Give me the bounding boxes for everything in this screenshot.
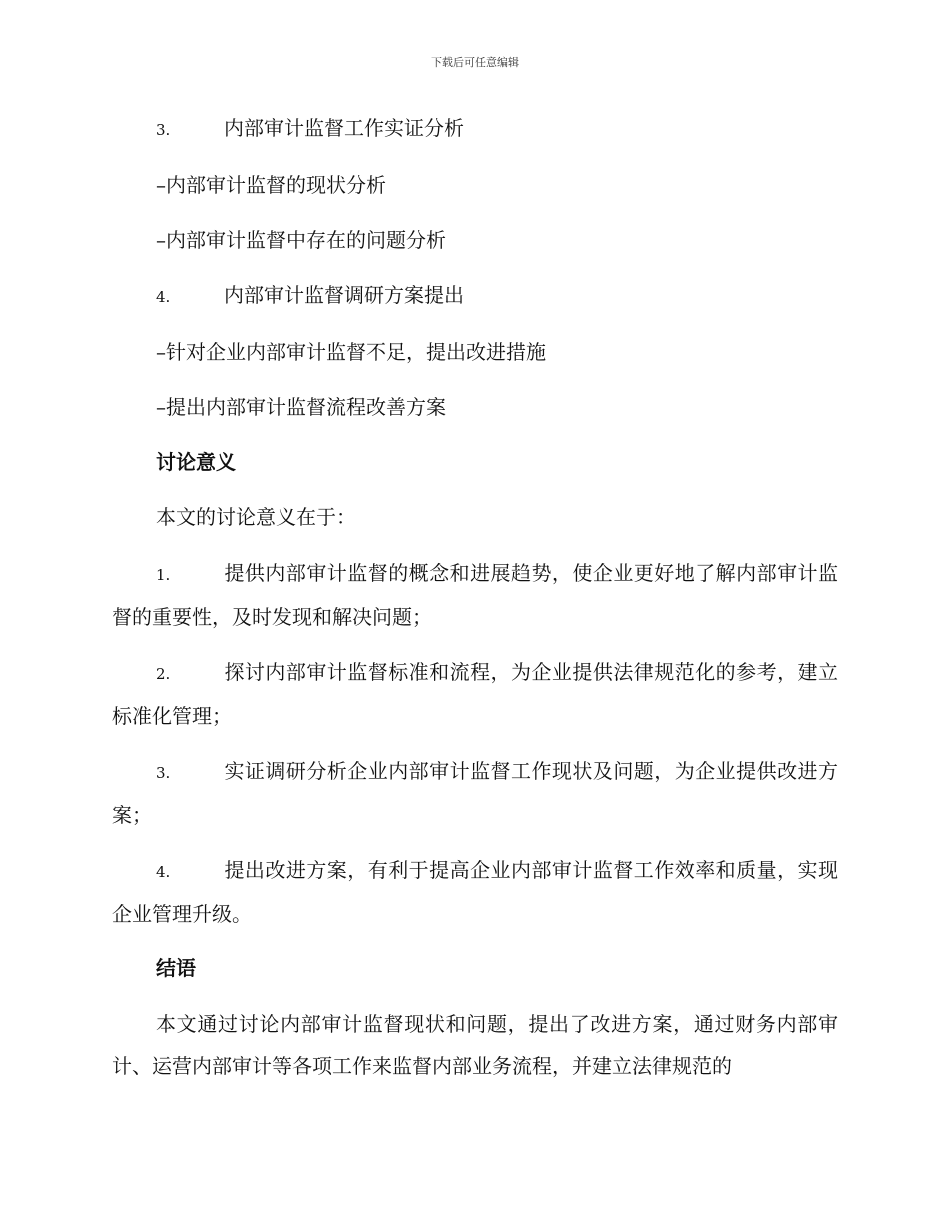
- section-heading-significance: 讨论意义: [156, 450, 236, 474]
- item-text: 内部审计监督调研方案提出: [224, 283, 464, 307]
- significance-point-1: [112, 552, 838, 638]
- point-text: 提供内部审计监督的概念和进展趋势，使企业更好地了解内部审计监督的重要性，及时发现和解决问题；: [112, 561, 838, 629]
- point-number: 4.: [156, 863, 171, 881]
- item-text: 内部审计监督工作实证分析: [224, 116, 464, 140]
- item-number: 3.: [156, 121, 171, 139]
- significance-point-3: [112, 750, 838, 836]
- point-number: 1.: [156, 566, 171, 584]
- outline-subitem: [112, 387, 838, 427]
- significance-point-4: [112, 849, 838, 935]
- item-text: –内部审计监督中存在的问题分析: [156, 228, 446, 252]
- item-text: –内部审计监督的现状分析: [156, 173, 386, 197]
- item-text: –针对企业内部审计监督不足，提出改进措施: [156, 340, 546, 364]
- outline-subitem: [112, 332, 838, 372]
- item-number: 4.: [156, 288, 171, 306]
- point-text: 探讨内部审计监督标准和流程，为企业提供法律规范化的参考，建立标准化管理；: [112, 660, 838, 728]
- intro-text: 本文的讨论意义在于：: [156, 505, 356, 529]
- page-header: 下载后可任意编辑: [431, 56, 519, 69]
- significance-intro: [112, 497, 838, 537]
- significance-point-2: [112, 651, 838, 737]
- point-number: 3.: [156, 764, 171, 782]
- point-text: 提出改进方案，有利于提高企业内部审计监督工作效率和质量，实现企业管理升级。: [112, 858, 838, 926]
- document-body: [112, 108, 838, 1100]
- item-text: –提出内部审计监督流程改善方案: [156, 395, 446, 419]
- outline-subitem: [112, 165, 838, 205]
- conclusion-paragraph: 本文通过讨论内部审计监督现状和问题，提出了改进方案，通过财务内部审计、运营内部审计等各项工作来监督内部业务流程，并建立法律规范的: [112, 1012, 838, 1078]
- point-text: 实证调研分析企业内部审计监督工作现状及问题，为企业提供改进方案；: [112, 759, 838, 827]
- outline-subitem: [112, 220, 838, 260]
- section-heading-conclusion: 结语: [156, 956, 196, 980]
- outline-item-4: [112, 275, 838, 317]
- outline-item-3: [112, 108, 838, 150]
- point-number: 2.: [156, 665, 171, 683]
